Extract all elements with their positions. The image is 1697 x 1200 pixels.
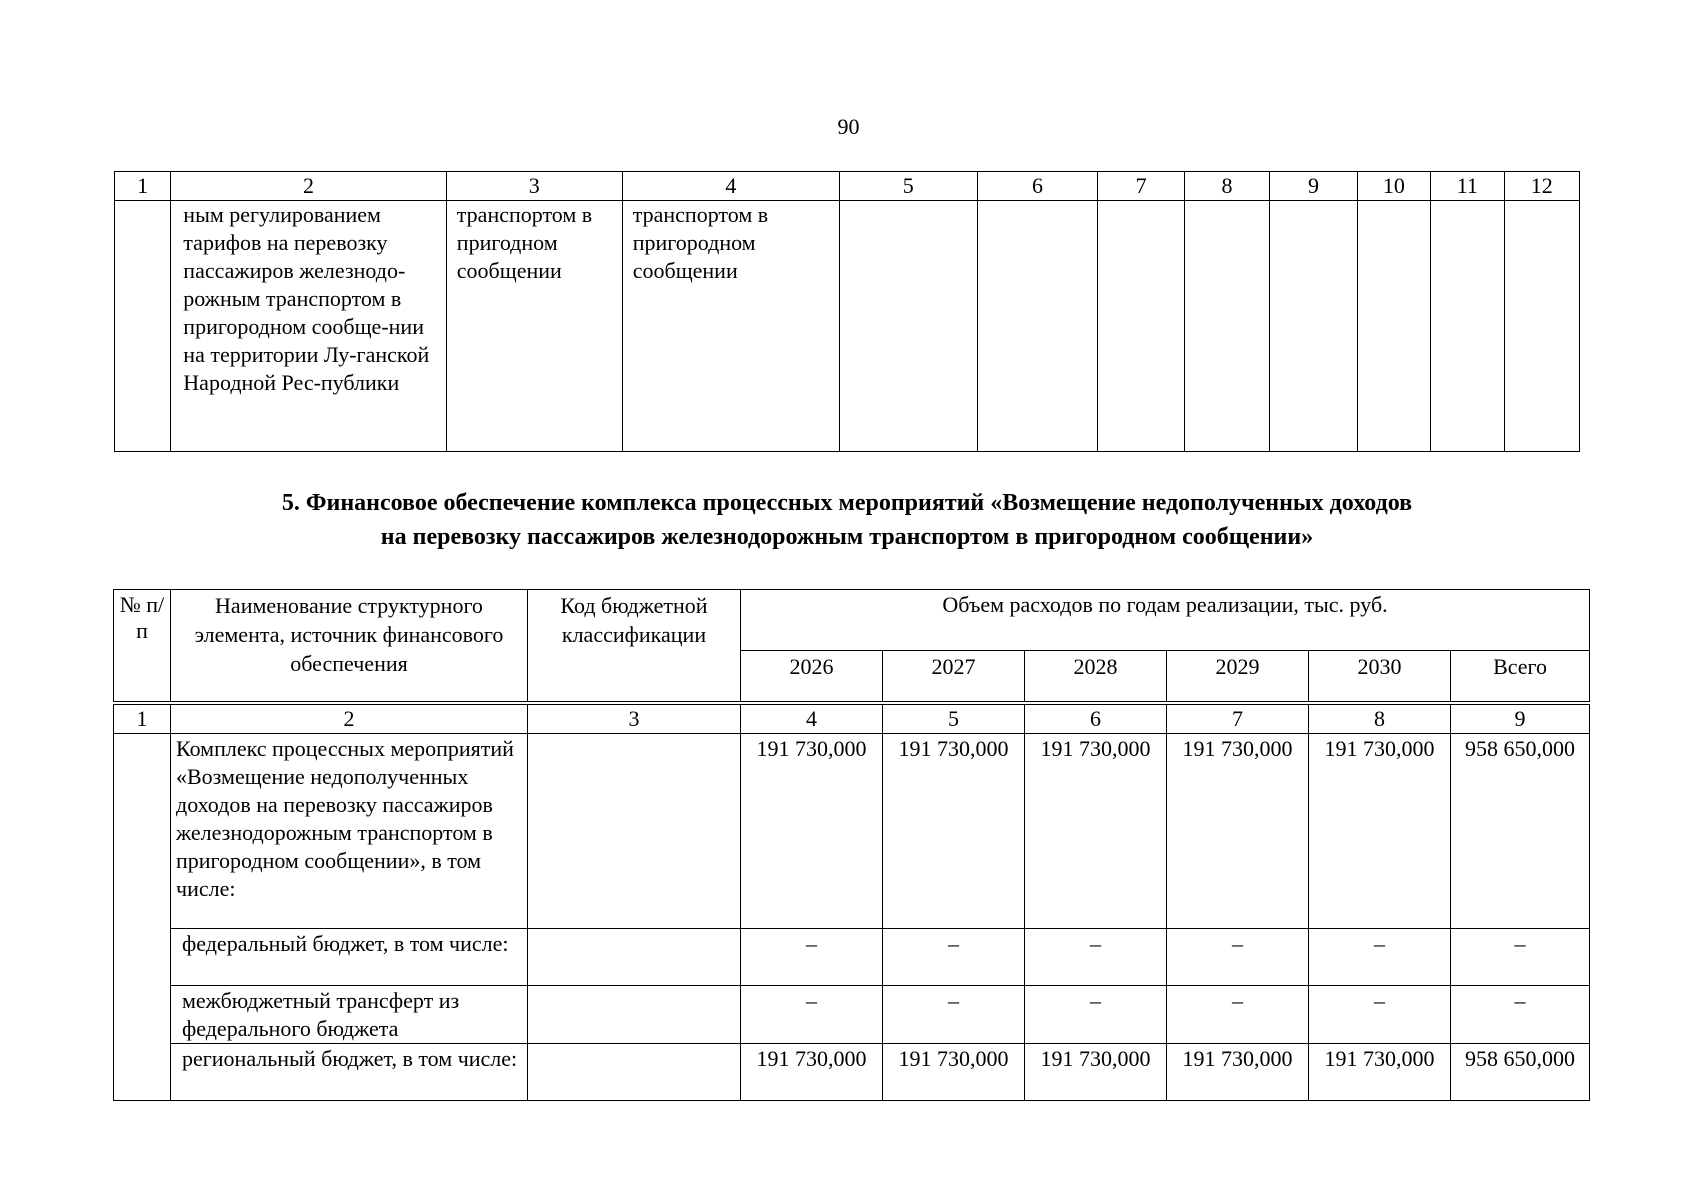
- header-year: 2026: [741, 651, 883, 702]
- section-title-line: 5. Финансовое обеспечение комплекса процессных мероприятий «Возмещение недополученных доходов: [281, 490, 1413, 516]
- row-code: [528, 1044, 741, 1101]
- continuation-table: [114, 171, 1580, 452]
- table-cell: [1504, 201, 1580, 452]
- table-cell: [1270, 201, 1357, 452]
- row-value: 191 730,000: [1025, 1044, 1167, 1101]
- table-index-row: [114, 705, 1590, 734]
- table-header-row: [115, 172, 1580, 201]
- row-value: 191 730,000: [883, 1044, 1025, 1101]
- section-title-line: на перевозку пассажиров железнодорожным транспортом в пригородном сообщении»: [380, 524, 1314, 550]
- table-cell: [977, 201, 1098, 452]
- header-total: Всего: [1451, 651, 1590, 702]
- table-row: [114, 1044, 1590, 1101]
- row-value: –: [1167, 986, 1309, 1044]
- row-value: 191 730,000: [1167, 1044, 1309, 1101]
- section-title: [114, 486, 1580, 554]
- header-year: 2030: [1309, 651, 1451, 702]
- col-index: 11: [1431, 172, 1504, 201]
- col-index: 7: [1098, 172, 1184, 201]
- col-index: 2: [171, 172, 447, 201]
- row-total: –: [1451, 929, 1590, 986]
- row-value: –: [1167, 929, 1309, 986]
- row-value: –: [741, 986, 883, 1044]
- row-value: –: [883, 929, 1025, 986]
- row-name: межбюджетный трансферт из федерального бюджета: [171, 986, 528, 1044]
- col-index: 7: [1167, 705, 1309, 734]
- table-row: [114, 986, 1590, 1044]
- col-index: 6: [1025, 705, 1167, 734]
- col-index: 4: [622, 172, 839, 201]
- table-cell: [1098, 201, 1184, 452]
- header-expenses: Объем расходов по годам реализации, тыс. руб.: [741, 590, 1590, 651]
- col-index: 1: [114, 705, 171, 734]
- table-cell: ным регулированием тарифов на перевозку пассажиров железнодо-рожным транспортом в пригородном сообще-нии на территории Лу-ганской Народной Рес-публики: [171, 201, 447, 452]
- table-cell: [839, 201, 977, 452]
- table-header-row: [114, 590, 1590, 651]
- col-index: 8: [1309, 705, 1451, 734]
- row-name: Комплекс процессных мероприятий «Возмещение недополученных доходов на перевозку пассажиров железнодорожным транспортом в пригородном сообщении», в том числе:: [171, 734, 528, 929]
- col-index: 1: [115, 172, 171, 201]
- table-cell: [1357, 201, 1430, 452]
- col-index: 9: [1451, 705, 1590, 734]
- col-index: 5: [839, 172, 977, 201]
- header-year: 2028: [1025, 651, 1167, 702]
- row-value: –: [1025, 986, 1167, 1044]
- financing-table: [113, 589, 1590, 1101]
- row-name: региональный бюджет, в том числе:: [171, 1044, 528, 1101]
- table-row: [114, 734, 1590, 929]
- col-index: 9: [1270, 172, 1357, 201]
- row-code: [528, 734, 741, 929]
- page-number: 90: [837, 114, 860, 139]
- col-index: 12: [1504, 172, 1580, 201]
- header-number: № п/п: [114, 590, 171, 702]
- row-value: 191 730,000: [1025, 734, 1167, 929]
- header-year: 2029: [1167, 651, 1309, 702]
- row-value: 191 730,000: [883, 734, 1025, 929]
- col-index: 4: [741, 705, 883, 734]
- row-value: –: [883, 986, 1025, 1044]
- row-value: –: [1309, 986, 1451, 1044]
- header-year: 2027: [883, 651, 1025, 702]
- row-value: –: [1025, 929, 1167, 986]
- table-cell: [1431, 201, 1504, 452]
- row-code: [528, 986, 741, 1044]
- table-cell: [115, 201, 171, 452]
- row-value: 191 730,000: [1167, 734, 1309, 929]
- col-index: 3: [528, 705, 741, 734]
- col-index: 10: [1357, 172, 1430, 201]
- header-code: Код бюджетной классификации: [528, 590, 741, 702]
- col-index: 6: [977, 172, 1098, 201]
- table-cell: транспортом в пригородном сообщении: [622, 201, 839, 452]
- row-total: 958 650,000: [1451, 734, 1590, 929]
- col-index: 2: [171, 705, 528, 734]
- row-value: 191 730,000: [1309, 1044, 1451, 1101]
- col-index: 5: [883, 705, 1025, 734]
- row-value: 191 730,000: [741, 1044, 883, 1101]
- row-code: [528, 929, 741, 986]
- table-cell: транспортом в пригодном сообщении: [446, 201, 622, 452]
- table-cell: [114, 734, 171, 1101]
- row-name: федеральный бюджет, в том числе:: [171, 929, 528, 986]
- row-total: –: [1451, 986, 1590, 1044]
- table-row: [114, 929, 1590, 986]
- header-name: Наименование структурного элемента, источник финансового обеспечения: [171, 590, 528, 702]
- row-value: 191 730,000: [1309, 734, 1451, 929]
- row-total: 958 650,000: [1451, 1044, 1590, 1101]
- row-value: –: [741, 929, 883, 986]
- col-index: 3: [446, 172, 622, 201]
- row-value: –: [1309, 929, 1451, 986]
- row-value: 191 730,000: [741, 734, 883, 929]
- table-cell: [1184, 201, 1269, 452]
- col-index: 8: [1184, 172, 1269, 201]
- table-row: [115, 201, 1580, 452]
